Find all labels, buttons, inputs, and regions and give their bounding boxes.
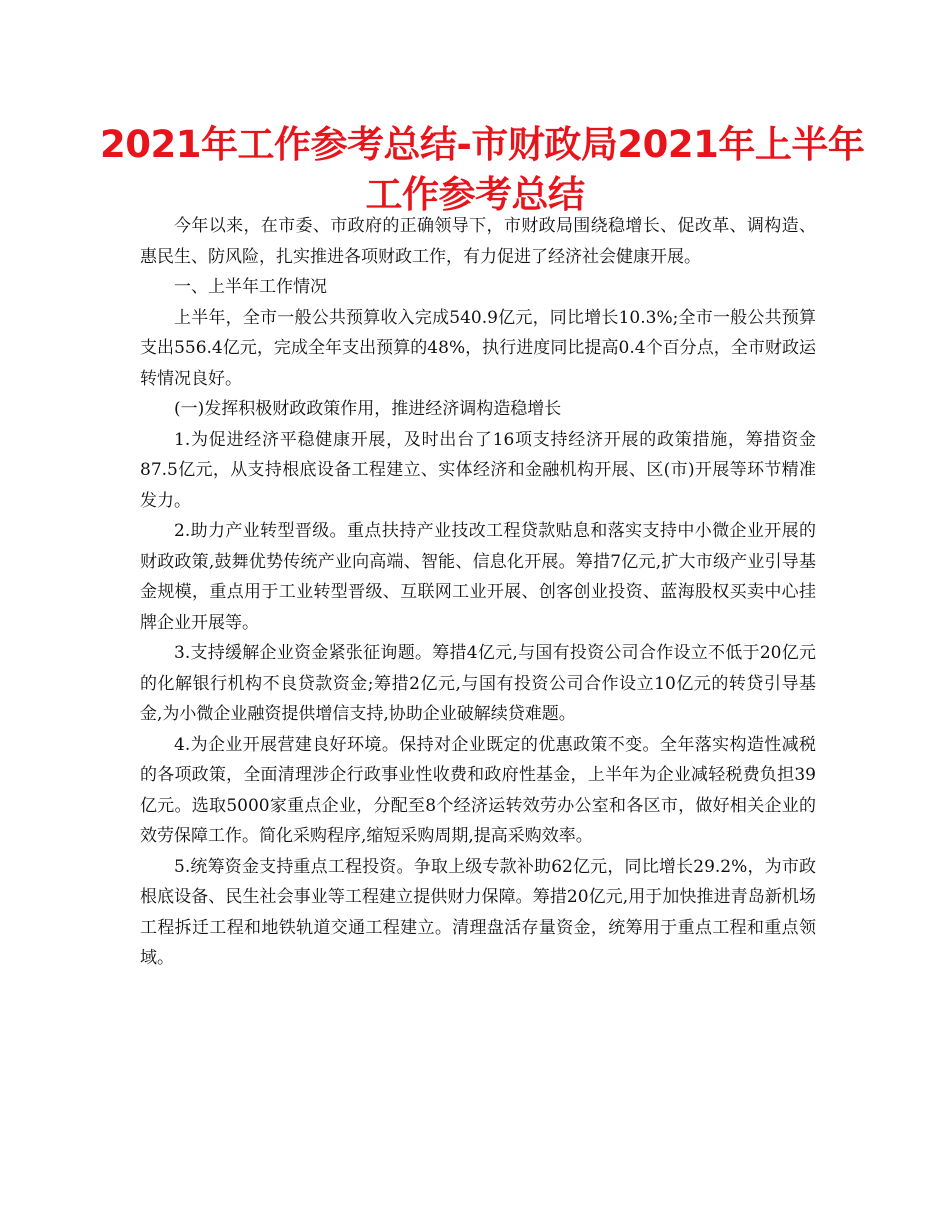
document-title-line-1: 2021年工作参考总结-市财政局2021年上半年 xyxy=(100,123,865,166)
section-heading: 一、上半年工作情况 xyxy=(174,277,327,297)
list-item-5: 5.统筹资金支持重点工程投资。争取上级专款补助62亿元，同比增长29.2%，为市政根底设备、民生社会事业等工程建立提供财力保障。筹措20亿元,用于加快推进青岛新机场工程拆迁工程和地铁轨道交通工程建立。清理盘活存量资金，统筹用于重点工程和重点领域。 xyxy=(140,856,816,968)
document-body xyxy=(140,211,816,974)
document-title-line-2: 工作参考总结 xyxy=(365,173,585,216)
list-item-1: 1.为促进经济平稳健康开展，及时出台了16项支持经济开展的政策措施，筹措资金87.5亿元，从支持根底设备工程建立、实体经济和金融机构开展、区(市)开展等环节精准发力。 xyxy=(140,429,816,511)
list-item-3: 3.支持缓解企业资金紧张征询题。筹措4亿元,与国有投资公司合作设立不低于20亿元的化解银行机构不良贷款资金;筹措2亿元,与国有投资公司合作设立10亿元的转贷引导基金,为小微企业融资提供增信支持,协助企业破解续贷难题。 xyxy=(140,643,816,724)
paragraph-summary: 上半年，全市一般公共预算收入完成540.9亿元，同比增长10.3%;全市一般公共预算支出556.4亿元，完成全年支出预算的48%，执行进度同比提高0.4个百分点，全市财政运转情况良好。 xyxy=(140,307,816,389)
subsection-heading: (一)发挥积极财政政策作用，推进经济调构造稳增长 xyxy=(174,399,562,419)
list-item-4: 4.为企业开展营建良好环境。保持对企业既定的优惠政策不变。全年落实构造性减税的各项政策，全面清理涉企行政事业性收费和政府性基金，上半年为企业减轻税费负担39亿元。选取5000家重点企业，分配至8个经济运转效劳办公室和各区市，做好相关企业的效劳保障工作。简化采购程序,缩短采购周期,提高采购效率。 xyxy=(140,734,816,846)
paragraph-intro: 今年以来，在市委、市政府的正确领导下，市财政局围绕稳增长、促改革、调构造、惠民生、防风险，扎实推进各项财政工作，有力促进了经济社会健康开展。 xyxy=(140,216,816,267)
list-item-2: 2.助力产业转型晋级。重点扶持产业技改工程贷款贴息和落实支持中小微企业开展的财政政策,鼓舞优势传统产业向高端、智能、信息化开展。筹措7亿元,扩大市级产业引导基金规模，重点用于工业转型晋级、互联网工业开展、创客创业投资、蓝海股权买卖中心挂牌企业开展等。 xyxy=(140,521,816,633)
